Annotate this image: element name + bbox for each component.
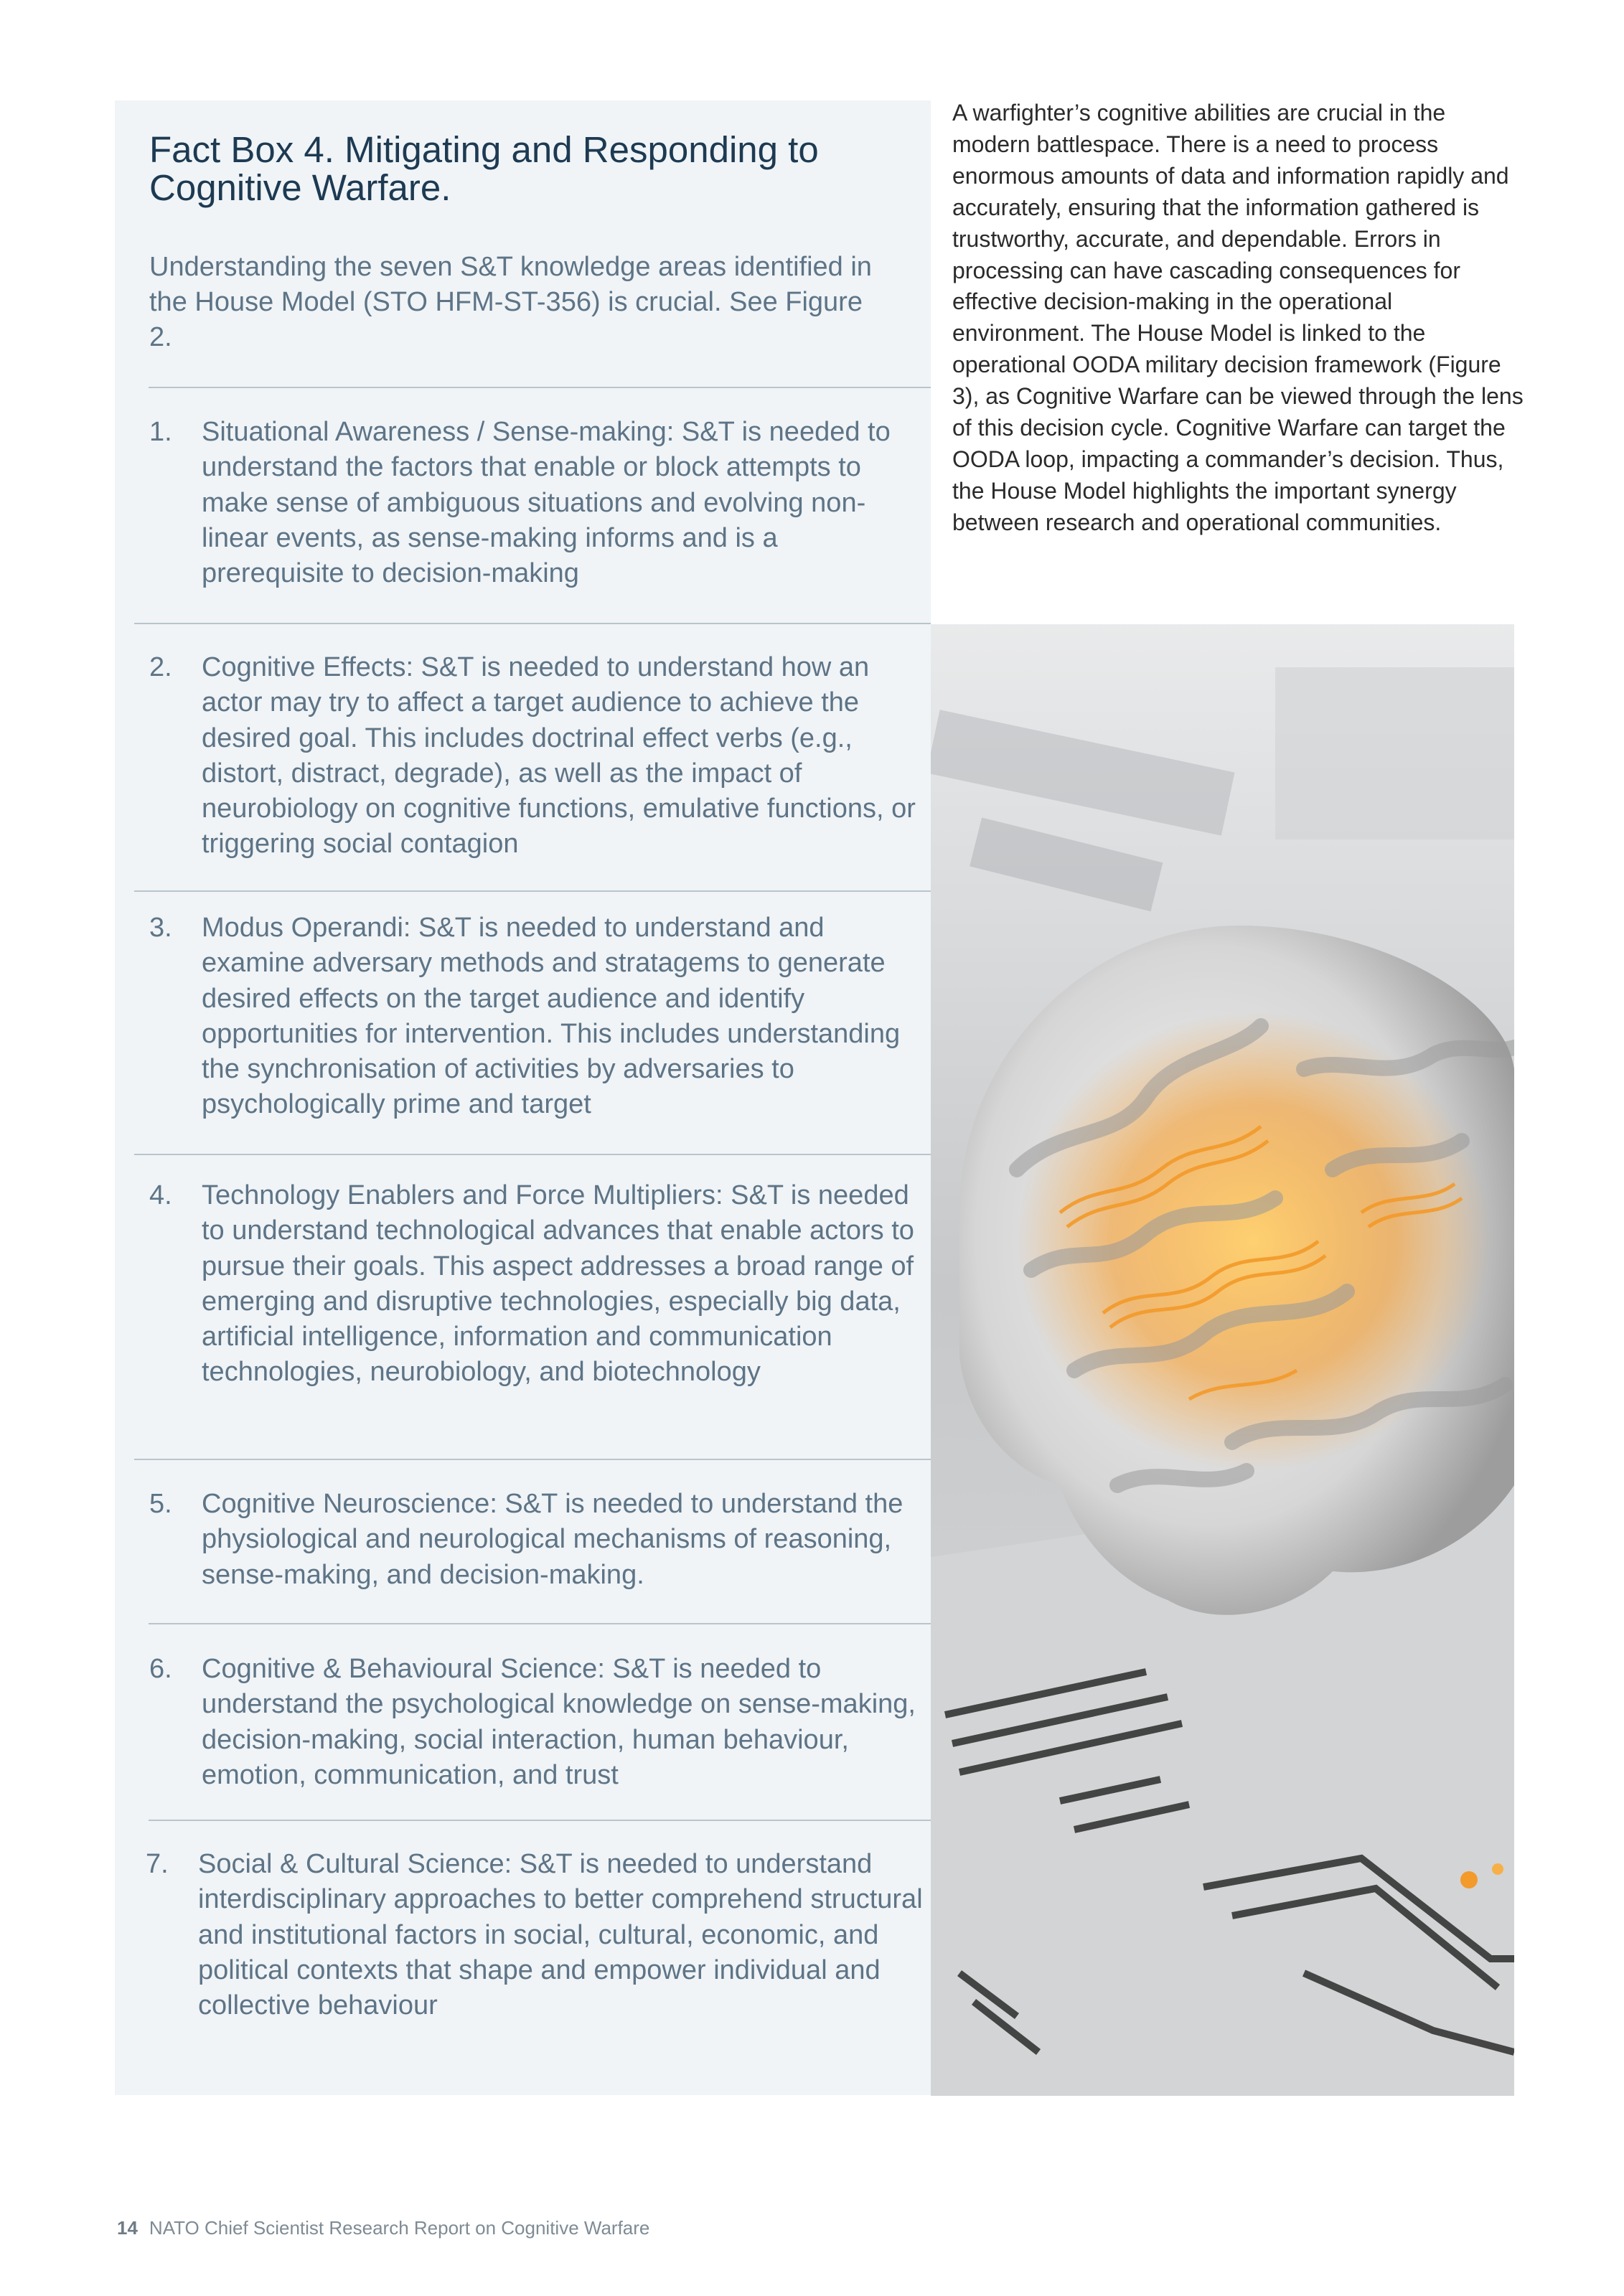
divider <box>134 623 931 624</box>
list-item-number: 2. <box>149 652 172 682</box>
report-title: NATO Chief Scientist Research Report on Cognitive Warfare <box>149 2217 650 2239</box>
list-item-number: 5. <box>149 1489 172 1519</box>
list-item-text: Cognitive & Behavioural Science: S&T is needed to understand the psychological knowledge on sense-making, decision-making, social interaction, human behaviour, emotion, communication, and trust <box>202 1654 916 1790</box>
list-item-number: 4. <box>149 1180 172 1210</box>
brain-circuit-icon <box>931 624 1514 2096</box>
list-item-text: Social & Cultural Science: S&T is needed to understand interdisciplinary approaches to better comprehend structural and institutional factors in social, cultural, economic, and political contexts that shape and empower individual and collective behaviour <box>198 1849 923 2021</box>
list-item-text: Cognitive Effects: S&T is needed to understand how an actor may try to affect a target audience to achieve the desired goal. This includes doctrinal effect verbs (e.g., distort, distract, degrade), as well as the impact of neurobiology on cognitive functions, emulative functions, or triggering social contagion <box>202 652 916 860</box>
page-number: 14 <box>117 2217 138 2239</box>
divider <box>134 890 931 892</box>
divider <box>149 1623 931 1624</box>
fact-box-intro: Understanding the seven S&T knowledge areas identified in the House Model (STO HFM-ST-356) is crucial. See Figure 2. <box>149 252 872 352</box>
body-paragraph: A warfighter’s cognitive abilities are crucial in the modern battlespace. There is a need to process enormous amounts of data and information rapidly and accurately, ensuring that the information gathered is trustworthy, accurate, and dependable. Errors in processing can have cascading consequences for effective decision-making in the operational environment. The House Model is linked to the operational OODA military decision framework (Figure 3), as Cognitive Warfare can be viewed through the lens of this decision cycle. Cognitive Warfare can target the OODA loop, impacting a commander’s decision. Thus, the House Model highlights the important synergy between research and operational communities. <box>952 100 1524 535</box>
list-item-text: Modus Operandi: S&T is needed to understand and examine adversary methods and stratagems to generate desired effects on the target audience and identify opportunities for intervention. This includes understanding the synchronisation of activities by adversaries to psychologically prime and target <box>202 913 901 1120</box>
list-item-text: Situational Awareness / Sense-making: S&T is needed to understand the factors that enable or block attempts to make sense of ambiguous situations and evolving non-linear events, as sense-making informs and is a prerequisite to decision-making <box>202 417 891 589</box>
divider <box>134 1154 931 1155</box>
list-item-number: 7. <box>146 1849 169 1879</box>
divider <box>149 387 931 388</box>
brain-circuit-illustration <box>931 624 1514 2096</box>
list-item-text: Technology Enablers and Force Multipliers: S&T is needed to understand technological advances that enable actors to pursue their goals. This aspect addresses a broad range of emerging and disruptive technologies, especially big data, artificial intelligence, information and communication technologies, neurobiology, and biotechnology <box>202 1180 914 1388</box>
list-item-number: 1. <box>149 417 172 447</box>
page-footer <box>117 2217 649 2239</box>
list-item-text: Cognitive Neuroscience: S&T is needed to understand the physiological and neurological mechanisms of reasoning, sense-making, and decision-making. <box>202 1489 903 1590</box>
divider <box>134 1459 931 1460</box>
fact-box <box>115 100 931 2095</box>
list-item-number: 3. <box>149 913 172 943</box>
divider <box>149 1820 931 1821</box>
list-item-number: 6. <box>149 1654 172 1684</box>
fact-box-title: Fact Box 4. Mitigating and Responding to Cognitive Warfare. <box>149 129 819 208</box>
